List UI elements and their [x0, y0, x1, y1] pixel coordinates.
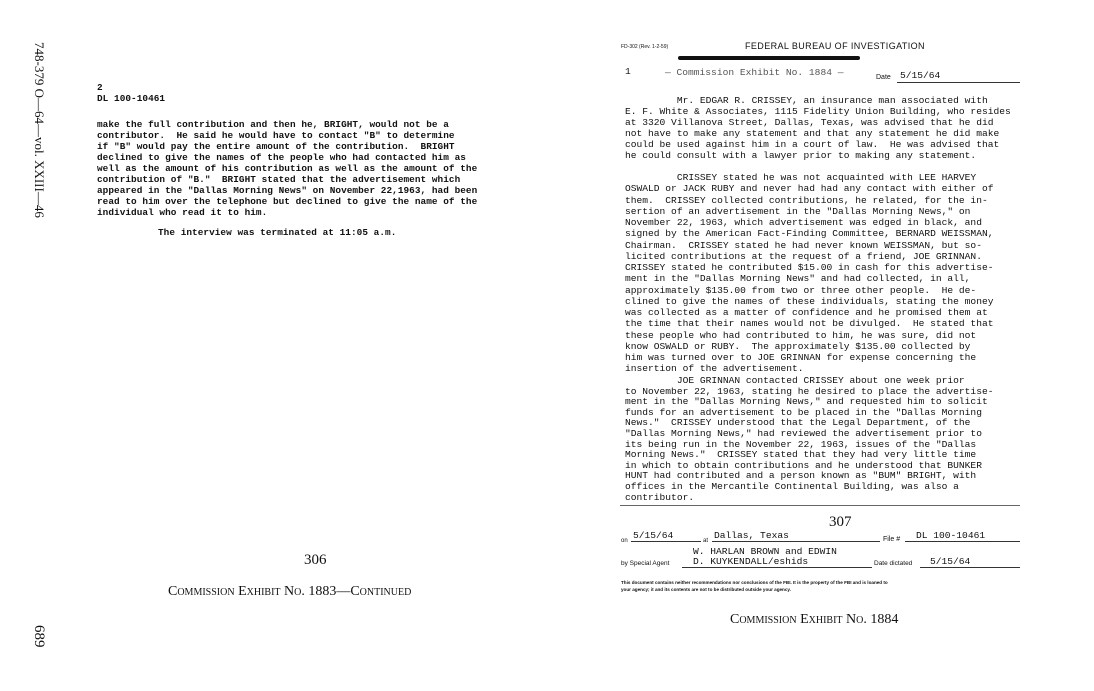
dictated-value: 5/15/64 — [930, 556, 971, 567]
on-label: on — [621, 538, 628, 544]
body-text: make the full contribution and then he, BRIGHT, would not be a contributor. He said he would have to contact "B" to determine if "B" would pay the entire amount of the contribution. BRIGHT declined to give the names of the people who had contacted him as well as the amount of his contribution as well as the amount of the contribution of "B." BRIGHT stated that the advertisement which appeared in the "Dallas Morning News" on November 22,1963, had been read to him over the telephone but declined to give the name of the individual who read it to him. — [97, 119, 478, 218]
agency-header: FEDERAL BUREAU OF INVESTIGATION — [745, 41, 925, 51]
dictated-label: Date dictated — [874, 560, 913, 567]
stamp-number: 307 — [829, 514, 852, 530]
exhibit-label: — Commission Exhibit No. 1884 — — [665, 67, 844, 78]
page-no: 1 — [625, 66, 631, 77]
file-label: File # — [883, 536, 901, 543]
exhibit-caption: Commission Exhibit No. 1884 — [730, 612, 899, 627]
date-value: 5/15/64 — [900, 70, 941, 81]
at-label: at — [703, 538, 709, 544]
form-no: FD-302 (Rev. 1-2-59) — [621, 44, 669, 50]
paragraph-1: Mr. EDGAR R. CRISSEY, an insurance man associated with E. F. White & Associates, 1115 Fidelity Union Building, who resides at 3320 Villanova Street, Dallas, Texas, was advised that he did not have to make any statement and that any statement he did make could be used against him in a court of law. He was advised that he could consult with a lawyer prior to making any statement. — [625, 95, 1011, 162]
stamp-number: 306 — [304, 552, 327, 568]
exhibit-caption: Commission Exhibit No. 1883—Continued — [168, 584, 412, 599]
paragraph-2: CRISSEY stated he was not acquainted with LEE HARVEY OSWALD or JACK RUBY and never had had any contact with either of them. CRISSEY collected contributions, he related, for the in- sertion of an advertisement in the "Dallas Morning News," on November 22, 1963, which advertisement was edged in black, and signed by the American Fact-Finding Committee, BERNARD WEISSMAN, Chairman. CRISSEY stated he had never known WEISSMAN, but so- licited contributions at the request of a friend, JOE GRINNAN. CRISSEY stated he contributed $15.00 in cash for this advertise- ment in the "Dallas Morning News" and had collected, in all, approximately $135.00 from two or three other people. He de- clined to give the names of these individuals, stating the money was collected as a matter of confidence and he promised them at the time that their names would not be divulged. He stated that these people who had contributed to him, he was sure, did not know OSWALD or RUBY. The approximately $135.00 collected by him was turned over to JOE GRINNAN for expense concerning the insertion of the advertisement. — [625, 172, 994, 375]
date-label: Date — [876, 74, 891, 81]
agent-line-2: D. KUYKENDALL/eshids — [693, 556, 809, 567]
redaction-bar — [678, 56, 860, 60]
page-number: 689 — [31, 625, 47, 648]
file-no: DL 100-10461 — [97, 93, 166, 104]
paragraph-3: JOE GRINNAN contacted CRISSEY about one week prior to November 22, 1963, stating he desired to place the advertise- ment in the "Dallas Morning News," and requested him to solicit funds for an advertisement to be placed in the "Dallas Morning News." CRISSEY understood that the Legal Department, of the "Dallas Morning News," had reviewed the advertisement prior to its being run in the November 22, 1963, issues of the "Dallas Morning News." CRISSEY stated that they had very little time in which to obtain contributions and he understood that BUNKER HUNT had contributed and a person known as "BUM" BRIGHT, with offices in the Mercantile Continental Building, was also a contributor. — [625, 375, 994, 503]
disclaimer: This document contains neither recommendations nor conclusions of the FBI. It is the property of the FBI and is loaned to your agency; it and its contents are not to be distributed outside your agency. — [621, 580, 888, 592]
agent-label: by Special Agent — [621, 560, 670, 567]
on-value: 5/15/64 — [633, 530, 674, 541]
agent-line-1: W. HARLAN BROWN and EDWIN — [693, 546, 837, 557]
at-value: Dallas, Texas — [714, 530, 789, 541]
page-no: 2 — [97, 82, 103, 93]
file-value: DL 100-10461 — [916, 530, 986, 541]
closing-text: The interview was terminated at 11:05 a.m. — [158, 227, 397, 238]
volume-note: 748-379 O—64—vol. XXIII—46 — [32, 42, 47, 218]
